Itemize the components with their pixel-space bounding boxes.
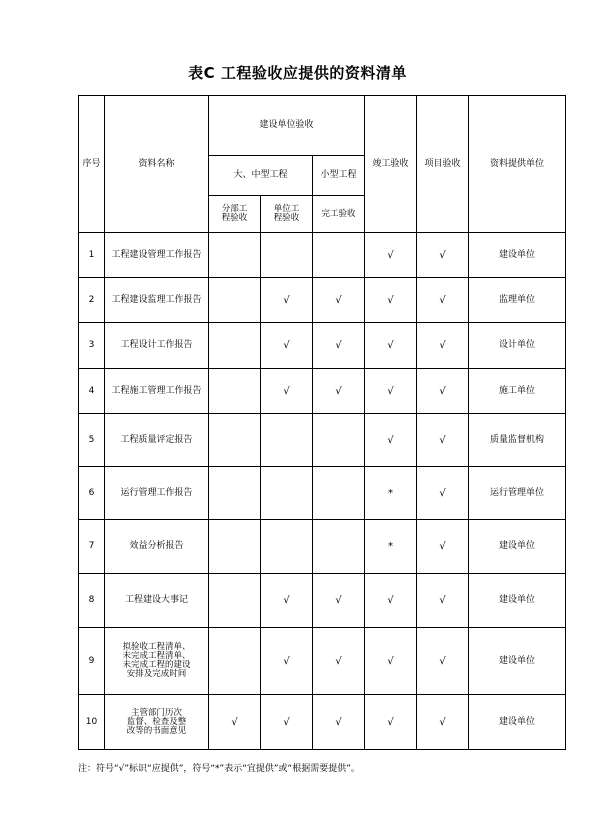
row-project-mark: √ (417, 574, 469, 628)
row-project-mark: √ (417, 520, 469, 574)
row-provider: 监理单位 (469, 278, 566, 323)
table-row (79, 628, 566, 695)
row-completion-mark (313, 467, 365, 520)
row-sub-part-mark (209, 278, 261, 323)
row-provider: 施工单位 (469, 369, 566, 414)
row-unit-project-mark: √ (261, 278, 313, 323)
row-provider: 设计单位 (469, 323, 566, 369)
row-name: 效益分析报告 (105, 520, 209, 574)
row-unit-project-mark (261, 467, 313, 520)
row-project-mark: √ (417, 628, 469, 695)
row-final-mark: √ (365, 414, 417, 467)
row-sub-part-mark (209, 520, 261, 574)
row-provider: 质量监督机构 (469, 414, 566, 467)
header-final: 竣工验收 (365, 96, 417, 233)
row-completion-mark: √ (313, 628, 365, 695)
row-name: 工程建设管理工作报告 (105, 233, 209, 278)
header-completion: 完工验收 (313, 196, 365, 233)
row-project-mark: √ (417, 414, 469, 467)
table-row (79, 233, 566, 278)
row-final-mark: √ (365, 695, 417, 750)
header-unit-project: 单位工 程验收 (261, 196, 313, 233)
row-provider: 运行管理单位 (469, 467, 566, 520)
row-project-mark: √ (417, 278, 469, 323)
row-project-mark: √ (417, 323, 469, 369)
row-sub-part-mark (209, 369, 261, 414)
row-unit-project-mark: √ (261, 574, 313, 628)
row-number: 4 (79, 369, 105, 414)
row-project-mark: √ (417, 467, 469, 520)
row-number: 5 (79, 414, 105, 467)
header-large-medium: 大、中型工程 (209, 156, 313, 196)
row-final-mark: √ (365, 233, 417, 278)
row-number: 3 (79, 323, 105, 369)
table-row (79, 574, 566, 628)
header-provider: 资料提供单位 (469, 96, 566, 233)
row-final-mark: * (365, 467, 417, 520)
document-table (78, 95, 566, 750)
row-number: 2 (79, 278, 105, 323)
row-name: 工程施工管理工作报告 (105, 369, 209, 414)
row-completion-mark: √ (313, 695, 365, 750)
table-row (79, 414, 566, 467)
row-completion-mark (313, 233, 365, 278)
table-row (79, 323, 566, 369)
table-body (79, 233, 566, 750)
row-name: 拟验收工程清单、 未完成工程清单、 未完成工程的建设 安排及完成时间 (105, 628, 209, 695)
row-sub-part-mark (209, 414, 261, 467)
header-owner-group: 建设单位验收 (209, 96, 365, 156)
row-completion-mark: √ (313, 278, 365, 323)
row-unit-project-mark: √ (261, 369, 313, 414)
row-name: 工程质量评定报告 (105, 414, 209, 467)
row-number: 9 (79, 628, 105, 695)
row-final-mark: √ (365, 574, 417, 628)
row-name: 工程设计工作报告 (105, 323, 209, 369)
header-small: 小型工程 (313, 156, 365, 196)
row-project-mark: √ (417, 369, 469, 414)
row-name: 运行管理工作报告 (105, 467, 209, 520)
row-completion-mark: √ (313, 574, 365, 628)
row-final-mark: √ (365, 628, 417, 695)
row-unit-project-mark (261, 414, 313, 467)
table-row (79, 520, 566, 574)
row-project-mark: √ (417, 695, 469, 750)
row-provider: 建设单位 (469, 520, 566, 574)
row-sub-part-mark: √ (209, 695, 261, 750)
row-final-mark: √ (365, 278, 417, 323)
row-provider: 建设单位 (469, 574, 566, 628)
table-row (79, 278, 566, 323)
row-provider: 建设单位 (469, 233, 566, 278)
row-unit-project-mark: √ (261, 695, 313, 750)
header-project: 项目验收 (417, 96, 469, 233)
row-unit-project-mark: √ (261, 628, 313, 695)
row-unit-project-mark (261, 520, 313, 574)
header-name: 资料名称 (105, 96, 209, 233)
row-provider: 建设单位 (469, 695, 566, 750)
header-sub-part: 分部工 程验收 (209, 196, 261, 233)
row-number: 10 (79, 695, 105, 750)
footnote: 注：符号“√”标识“应提供”，符号“*”表示“宜提供”或“根据需要提供”。 (78, 764, 360, 774)
row-sub-part-mark (209, 467, 261, 520)
row-completion-mark (313, 520, 365, 574)
header-seq: 序号 (79, 96, 105, 233)
row-name: 工程建设大事记 (105, 574, 209, 628)
row-unit-project-mark (261, 233, 313, 278)
row-completion-mark: √ (313, 323, 365, 369)
row-number: 6 (79, 467, 105, 520)
row-completion-mark (313, 414, 365, 467)
row-sub-part-mark (209, 574, 261, 628)
row-provider: 建设单位 (469, 628, 566, 695)
row-project-mark: √ (417, 233, 469, 278)
row-name: 主管部门历次 监督、检查及整 改等的书面意见 (105, 695, 209, 750)
page-title: 表C 工程验收应提供的资料清单 (188, 64, 407, 82)
row-sub-part-mark (209, 323, 261, 369)
row-number: 1 (79, 233, 105, 278)
table-row (79, 467, 566, 520)
row-completion-mark: √ (313, 369, 365, 414)
row-number: 8 (79, 574, 105, 628)
table-row (79, 695, 566, 750)
row-sub-part-mark (209, 233, 261, 278)
row-unit-project-mark: √ (261, 323, 313, 369)
table-row (79, 369, 566, 414)
row-final-mark: √ (365, 323, 417, 369)
row-final-mark: * (365, 520, 417, 574)
row-number: 7 (79, 520, 105, 574)
row-sub-part-mark (209, 628, 261, 695)
row-name: 工程建设监理工作报告 (105, 278, 209, 323)
row-final-mark: √ (365, 369, 417, 414)
